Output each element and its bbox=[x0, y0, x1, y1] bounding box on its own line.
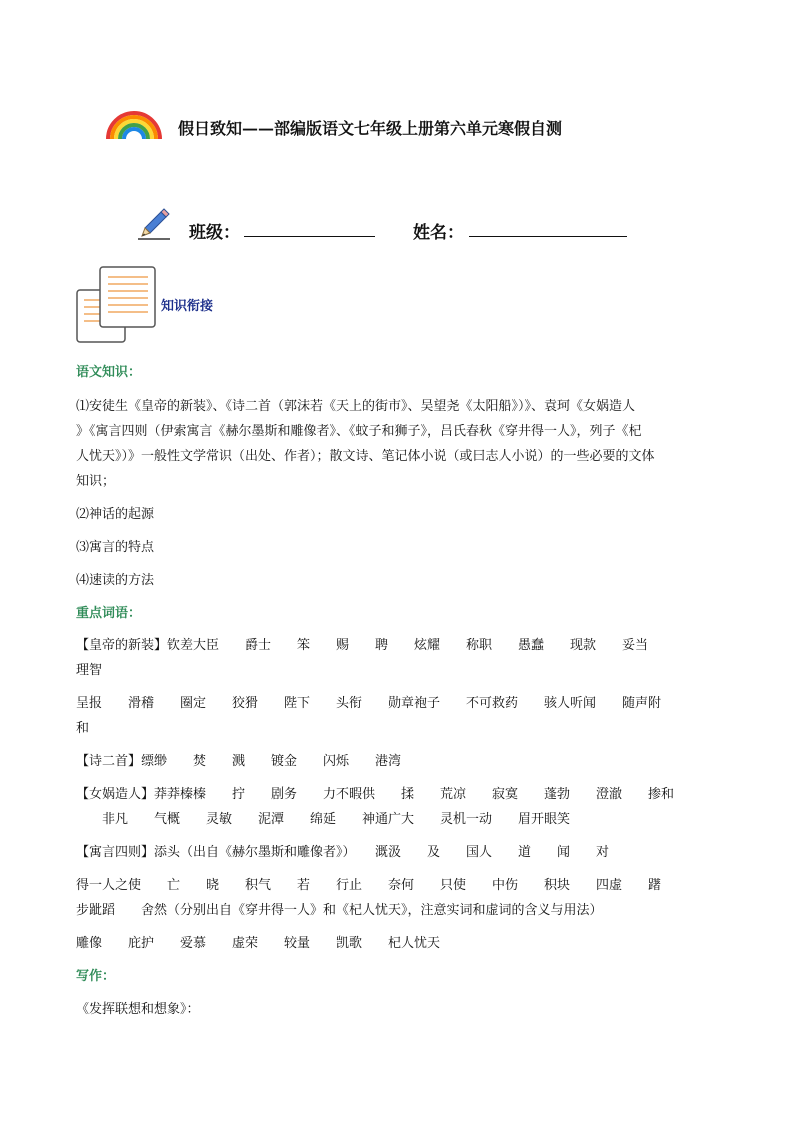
page-title: 假日致知——部编版语文七年级上册第六单元寒假自测 bbox=[178, 119, 563, 138]
name-field[interactable] bbox=[469, 236, 627, 237]
knowledge-line: 人忧天》）》一般性文学常识（出处、作者）；散文诗、笔记体小说（或曰志人小说）的一些必要的文体 bbox=[76, 449, 655, 464]
section-heading-writing: 写作： bbox=[76, 969, 116, 984]
knowledge-item: ⑷速读的方法 bbox=[76, 573, 155, 588]
knowledge-line: 》《寓言四则（伊索寓言《赫尔墨斯和雕像者》、《蚊子和狮子》，吕氏春秋《穿井得一人》，列子《杞 bbox=[76, 424, 642, 439]
writing-line: 《发挥联想和想象》： bbox=[76, 1002, 200, 1017]
vocab-line: 呈报 滑稽 圈定 狡猾 陛下 头衔 勋章袍子 不可救药 骇人听闻 随声附 bbox=[76, 696, 662, 711]
scroll-document-icon bbox=[74, 264, 160, 346]
vocab-line: 【寓言四则】添头（出自《赫尔墨斯和雕像者》） 溉汲 及 国人 道 闻 对 bbox=[76, 845, 610, 860]
vocab-line: 和 bbox=[76, 721, 90, 736]
section-heading-knowledge: 语文知识： bbox=[76, 365, 142, 380]
vocab-line: 【女娲造人】莽莽榛榛 拧 剧务 力不暇供 揉 荒凉 寂寞 蓬勃 澄澈 掺和 bbox=[76, 787, 675, 802]
knowledge-line: ⑴安徒生《皇帝的新装》、《诗二首（郭沫若《天上的街市》、吴望尧《太阳船》）》、袁珂《女娲造人 bbox=[76, 399, 636, 414]
section-heading-vocabulary: 重点词语： bbox=[76, 606, 142, 621]
knowledge-item: ⑶寓言的特点 bbox=[76, 540, 155, 555]
knowledge-item: ⑵神话的起源 bbox=[76, 507, 155, 522]
knowledge-line: 知识； bbox=[76, 474, 116, 489]
rainbow-icon bbox=[105, 108, 163, 140]
class-label: 班级： bbox=[189, 223, 240, 243]
knowledge-link-label: 知识衔接 bbox=[161, 299, 214, 314]
vocab-line: 【诗二首】缥缈 焚 溅 镀金 闪烁 港湾 bbox=[76, 754, 402, 769]
name-label: 姓名： bbox=[413, 223, 464, 243]
pencil-icon bbox=[136, 206, 172, 242]
vocab-line: 得一人之使 亡 晓 积气 若 行止 奈何 只使 中伤 积块 四虚 躇 bbox=[76, 878, 662, 893]
class-field[interactable] bbox=[244, 236, 375, 237]
vocab-line: 雕像 庇护 爱慕 虚荣 较量 凯歌 杞人忧天 bbox=[76, 936, 441, 951]
vocab-line: 非凡 气概 灵敏 泥潭 绵延 神通广大 灵机一动 眉开眼笑 bbox=[76, 812, 571, 827]
vocab-line: 步跐蹈 舍然（分别出自《穿井得一人》和《杞人忧天》，注意实词和虚词的含义与用法） bbox=[76, 903, 603, 918]
vocab-line: 【皇帝的新装】钦差大臣 爵士 笨 赐 聘 炫耀 称职 愚蠢 现款 妥当 bbox=[76, 638, 649, 653]
vocab-line: 理智 bbox=[76, 663, 103, 678]
